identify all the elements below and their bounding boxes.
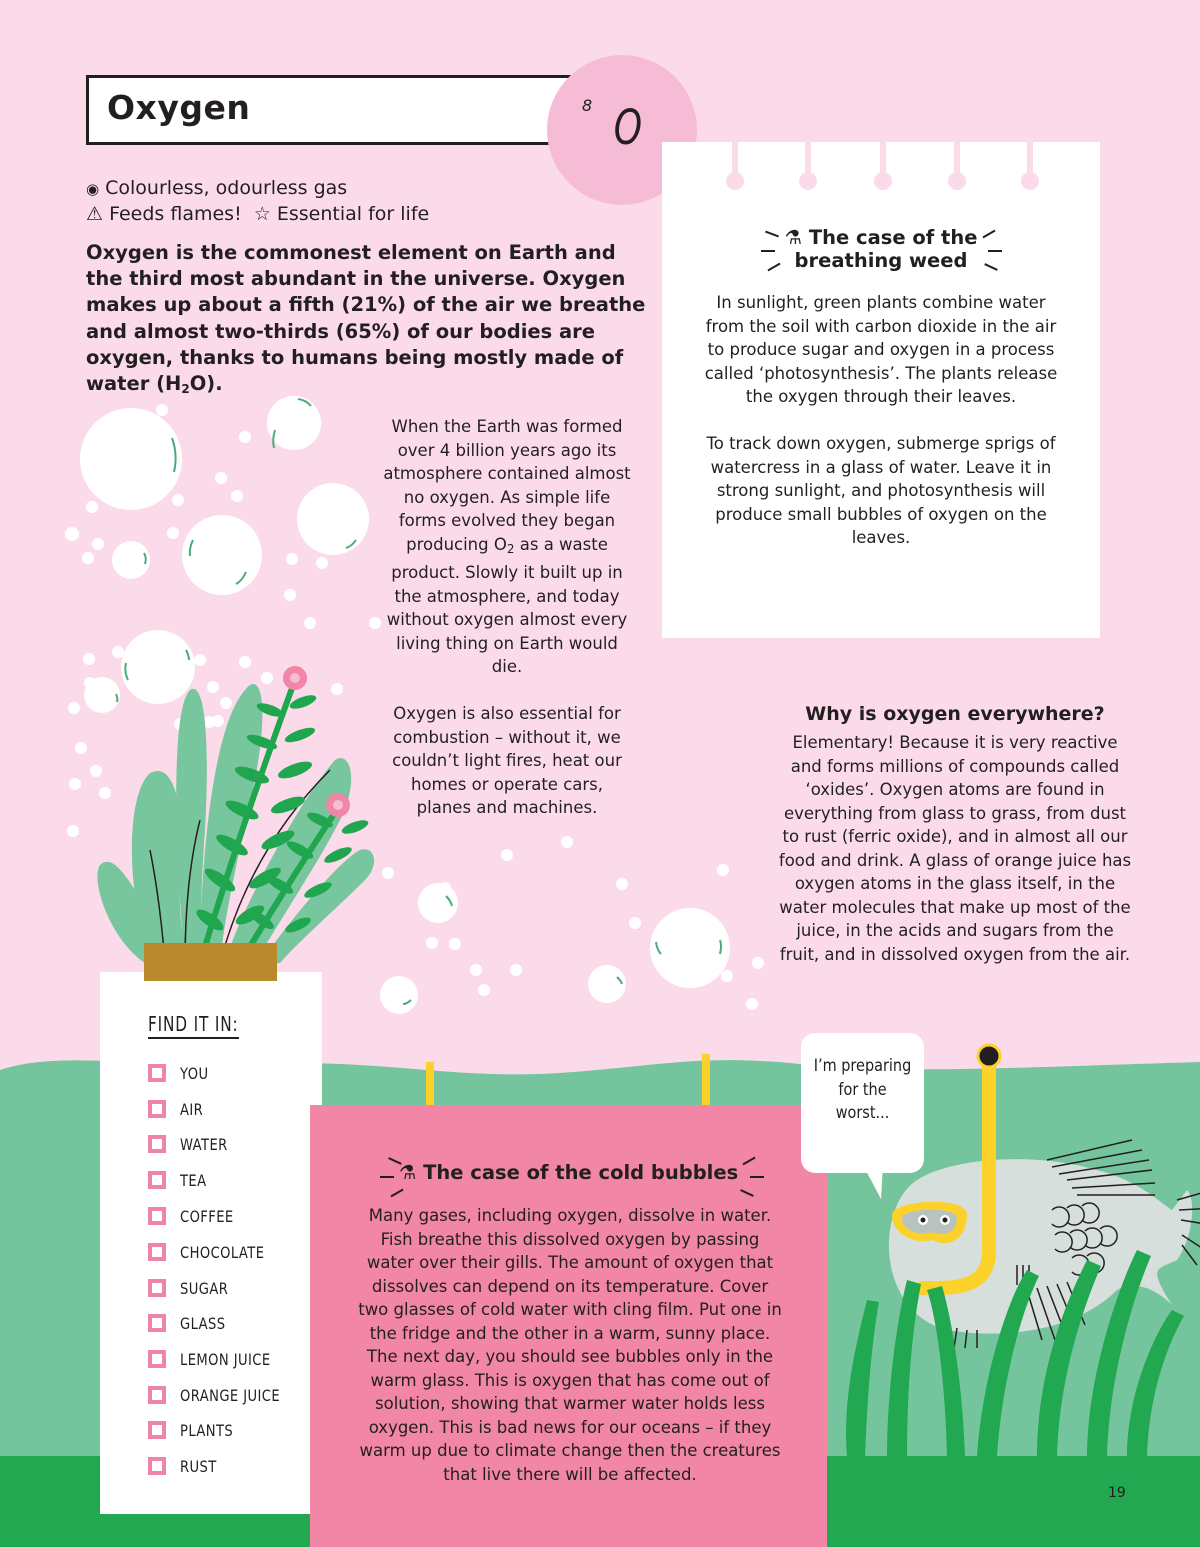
find-heading: FIND IT IN: [148, 1012, 239, 1039]
bubble [297, 483, 369, 555]
checkbox[interactable] [148, 1135, 166, 1153]
find-item-orange-juice[interactable] [148, 1383, 302, 1407]
cold-bubbles-card [310, 1105, 827, 1547]
card-body: Many gases, including oxygen, dissolve in water. Fish breathe this dissolved oxygen by passing water over their gills. The amount of oxygen that dissolves can depend on its temperature. Cover two glasses of cold water with cling film. Put one in the fridge and the other in a warm, sunny place. The next day, you should see bubbles only in the warm glass. This is oxygen that has come out of solution, showing that warmer water holds less oxygen. This is bad news for our oceans – if they warm up due to climate change then the creatures that live there will be affected. [358, 1206, 782, 1484]
text: When the Earth was formed over 4 billion years ago its atmosphere contained almost no oxygen. As simple life forms evolved they began producing O [383, 417, 631, 554]
property-label: Colourless, odourless gas [105, 177, 348, 199]
find-item-tea[interactable] [148, 1168, 212, 1192]
bubble [380, 976, 418, 1014]
notepad-ring [805, 142, 811, 180]
find-item-rust[interactable] [148, 1454, 225, 1478]
find-item-label: CHOCOLATE [180, 1242, 265, 1262]
checkbox[interactable] [148, 1386, 166, 1404]
find-item-label: RUST [180, 1456, 217, 1476]
yellow-post [702, 1054, 710, 1106]
speech-bubble [801, 1033, 924, 1173]
card-heading [662, 226, 1100, 272]
checkbox[interactable] [148, 1421, 166, 1439]
intro-paragraph [86, 240, 646, 402]
plant-leaves [97, 684, 374, 963]
checkbox[interactable] [148, 1207, 166, 1225]
eye-icon: ◉ [86, 180, 100, 198]
bubble [121, 630, 195, 704]
bubble [650, 908, 730, 988]
card-body [700, 291, 1062, 573]
card-heading [310, 1161, 827, 1184]
burst-line [390, 1189, 403, 1198]
page-number: 19 [1108, 1485, 1126, 1501]
history-text [382, 415, 632, 843]
find-item-glass[interactable] [148, 1311, 235, 1335]
warning-icon: ⚠ [86, 203, 104, 225]
property-colourless [86, 177, 347, 199]
find-item-label: WATER [180, 1134, 228, 1154]
why-body: Elementary! Because it is very reactive and forms millions of compounds called ‘oxides’. Oxygen atoms are found in everything from glass to grass, from dust to rust (ferric oxide), and in almost all our food and drink. A glass of orange juice has oxygen atoms in the glass itself, in the water molecules that make up most of the juice, in the acids and sugars from the fruit, and in dissolved oxygen from the air. [778, 733, 1132, 964]
bubble [182, 515, 262, 595]
notepad-ring [954, 142, 960, 180]
why-heading: Why is oxygen everywhere? [805, 703, 1105, 725]
card-paragraph: In sunlight, green plants combine water from the soil with carbon dioxide in the air to produce sugar and oxygen in a process called ‘photosynthesis’. The plants release the oxygen through their leaves. [704, 293, 1058, 406]
find-item-lemon-juice[interactable] [148, 1347, 290, 1371]
find-it-in-card [100, 972, 322, 1514]
find-item-water[interactable] [148, 1132, 238, 1156]
burst-line [740, 1189, 754, 1197]
checkbox[interactable] [148, 1457, 166, 1475]
find-item-label: LEMON JUICE [180, 1349, 271, 1369]
notepad-ring [732, 142, 738, 180]
checkbox[interactable] [148, 1171, 166, 1189]
text: as a waste product. Slowly it built up in the atmosphere, and today without oxygen almost every living thing on Earth would die. [386, 534, 628, 676]
find-item-label: COFFEE [180, 1206, 234, 1226]
property-label: Feeds flames! [109, 203, 242, 225]
checkbox[interactable] [148, 1100, 166, 1118]
find-item-label: ORANGE JUICE [180, 1385, 281, 1405]
intro-text-end: O). [189, 372, 223, 396]
find-item-label: SUGAR [180, 1278, 229, 1298]
card-paragraph: To track down oxygen, submerge sprigs of watercress in a glass of water. Leave it in strong sunlight, and photosynthesis will produce small bubbles of oxygen on the leaves. [706, 434, 1056, 547]
atomic-number: 8 [582, 96, 593, 115]
find-item-label: YOU [180, 1063, 209, 1083]
notepad-ring [880, 142, 886, 180]
intro-text: Oxygen is the commonest element on Earth and the third most abundant in the universe. Oxygen makes up about a fifth (21%) of the air we breathe and almost two-thirds (65%) of our bodies are oxygen, thanks to humans being mostly made of water (H [86, 241, 646, 396]
notepad-ring [1027, 142, 1033, 180]
find-item-label: GLASS [180, 1313, 226, 1333]
property-row [86, 203, 429, 225]
yellow-post [426, 1062, 434, 1106]
find-item-chocolate[interactable] [148, 1240, 283, 1264]
history-paragraph [382, 415, 632, 679]
property-label: Essential for life [276, 203, 430, 225]
speech-text: I’m preparing for the worst... [813, 1056, 912, 1123]
find-item-label: TEA [180, 1170, 207, 1190]
checkbox[interactable] [148, 1314, 166, 1332]
bubble [588, 965, 626, 1003]
find-item-plants[interactable] [148, 1418, 245, 1442]
heading-text: The case of the cold bubbles [423, 1161, 739, 1184]
breathing-weed-card [662, 142, 1100, 638]
star-icon: ☆ [253, 203, 271, 225]
plant-pot [144, 943, 277, 981]
find-item-you[interactable] [148, 1061, 215, 1085]
checkbox[interactable] [148, 1064, 166, 1082]
find-item-coffee[interactable] [148, 1204, 245, 1228]
bubble [112, 541, 150, 579]
find-item-sugar[interactable] [148, 1276, 239, 1300]
page-title: Oxygen [107, 88, 251, 127]
combustion-paragraph: Oxygen is also essential for combustion – without it, we couldn’t light fires, heat our homes or operate cars, planes and machines. [392, 704, 622, 817]
find-item-air[interactable] [148, 1097, 208, 1121]
find-item-label: PLANTS [180, 1420, 234, 1440]
heading-line: breathing weed [794, 249, 968, 272]
checkbox[interactable] [148, 1350, 166, 1368]
subscript: 2 [181, 382, 190, 397]
heading-line: The case of the [808, 226, 978, 249]
subscript: 2 [506, 541, 515, 556]
flask-icon: ⚗ [398, 1161, 417, 1184]
bubble [267, 396, 321, 450]
bubble-large [80, 408, 182, 510]
find-item-label: AIR [180, 1099, 204, 1119]
element-symbol: O [613, 100, 643, 156]
checkbox[interactable] [148, 1279, 166, 1297]
flask-icon: ⚗ [784, 226, 803, 249]
checkbox[interactable] [148, 1243, 166, 1261]
